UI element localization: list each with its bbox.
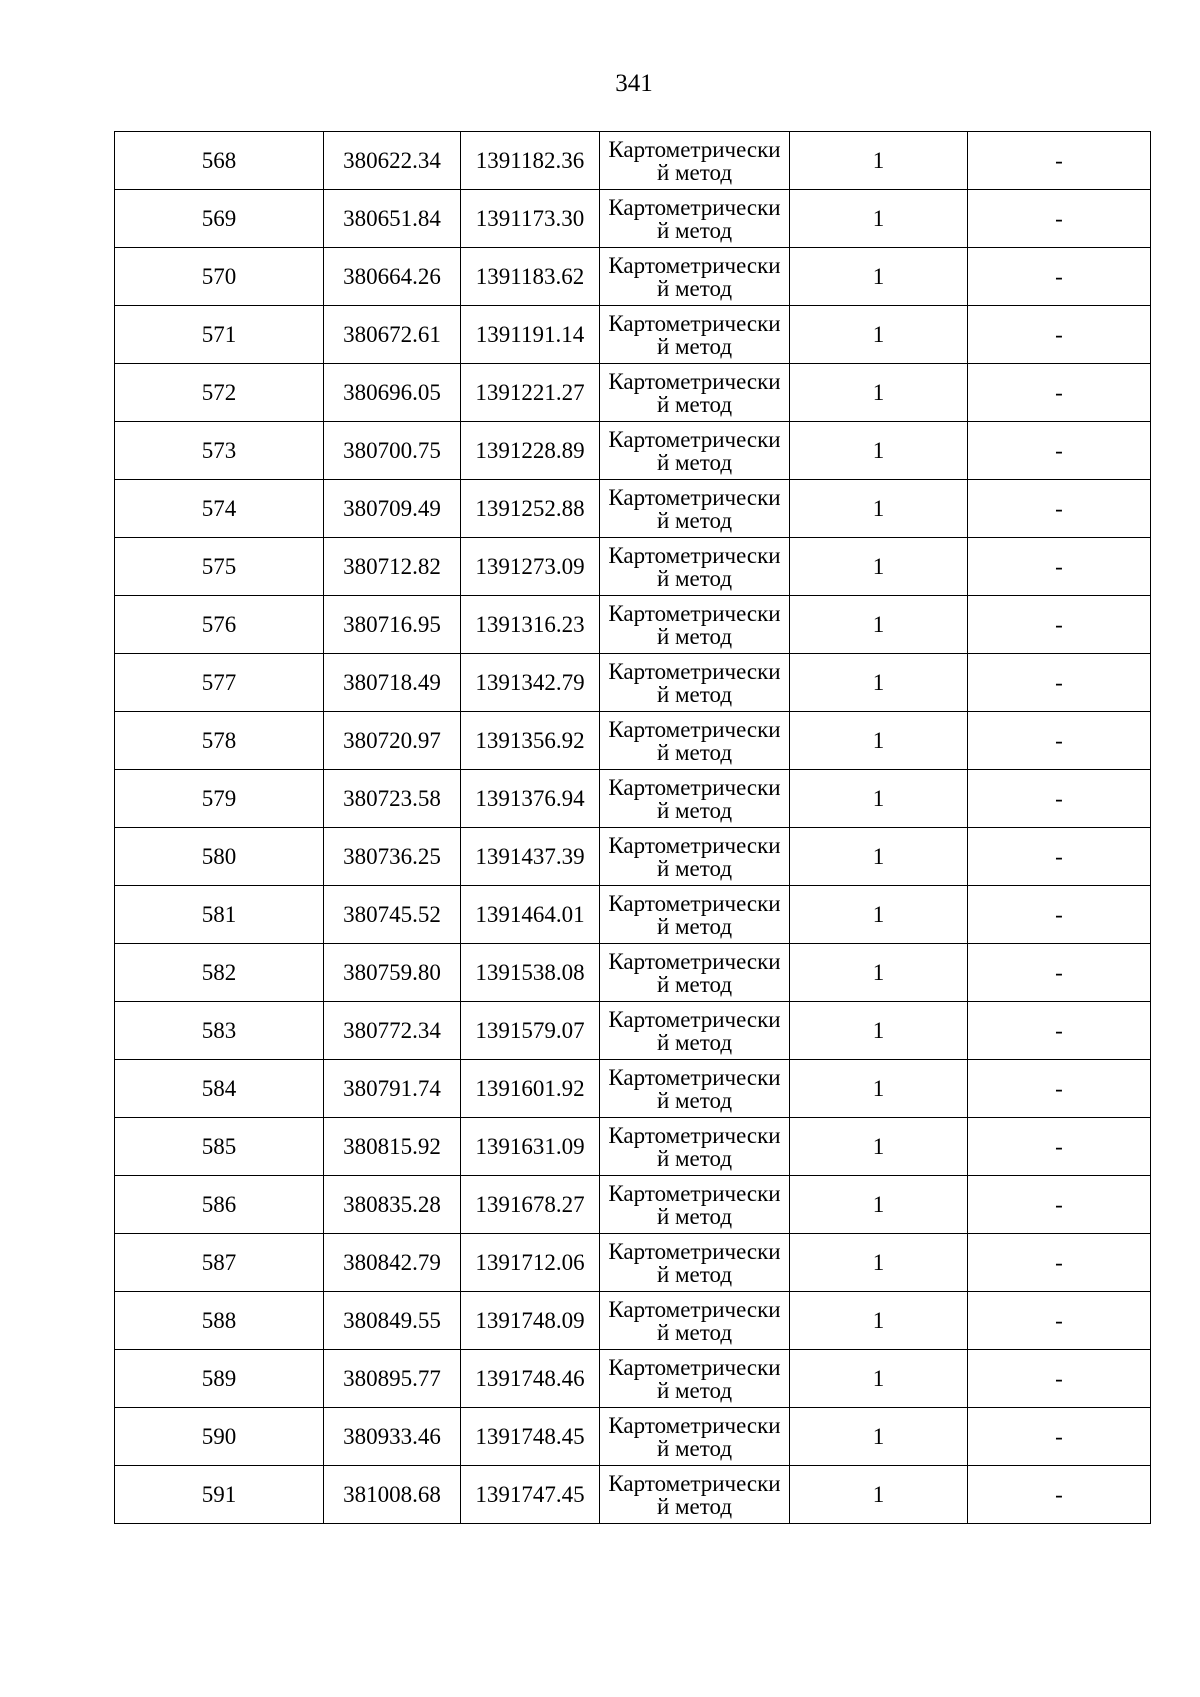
y-coordinate-cell: 1391748.46 bbox=[461, 1350, 600, 1408]
x-coordinate-cell: 380723.58 bbox=[324, 770, 461, 828]
point-number-cell: 578 bbox=[115, 712, 324, 770]
y-coordinate-cell: 1391579.07 bbox=[461, 1002, 600, 1060]
x-coordinate-cell: 380672.61 bbox=[324, 306, 461, 364]
accuracy-cell: 1 bbox=[790, 1002, 968, 1060]
y-coordinate-cell: 1391678.27 bbox=[461, 1176, 600, 1234]
point-number-cell: 586 bbox=[115, 1176, 324, 1234]
x-coordinate-cell: 380712.82 bbox=[324, 538, 461, 596]
y-coordinate-cell: 1391748.09 bbox=[461, 1292, 600, 1350]
method-text-line-1: Картометрически bbox=[608, 1354, 781, 1380]
table-row bbox=[115, 306, 1151, 364]
method-cell bbox=[600, 828, 790, 886]
x-coordinate-cell: 380745.52 bbox=[324, 886, 461, 944]
method-text-line-1: Картометрически bbox=[608, 1180, 781, 1206]
method-text-line-2: й метод bbox=[656, 681, 733, 707]
table-row bbox=[115, 364, 1151, 422]
method-text-line-2: й метод bbox=[656, 275, 733, 301]
y-coordinate-cell: 1391712.06 bbox=[461, 1234, 600, 1292]
x-coordinate-cell: 380815.92 bbox=[324, 1118, 461, 1176]
accuracy-cell: 1 bbox=[790, 306, 968, 364]
method-text-line-1: Картометрически bbox=[608, 1238, 781, 1264]
method-cell bbox=[600, 1176, 790, 1234]
accuracy-cell: 1 bbox=[790, 596, 968, 654]
table-row bbox=[115, 1350, 1151, 1408]
point-number-cell: 573 bbox=[115, 422, 324, 480]
method-text-line-1: Картометрически bbox=[608, 948, 781, 974]
accuracy-cell: 1 bbox=[790, 248, 968, 306]
note-cell: - bbox=[968, 1060, 1151, 1118]
note-cell: - bbox=[968, 248, 1151, 306]
note-cell: - bbox=[968, 654, 1151, 712]
y-coordinate-cell: 1391228.89 bbox=[461, 422, 600, 480]
method-text-line-2: й метод bbox=[656, 333, 733, 359]
x-coordinate-cell: 380696.05 bbox=[324, 364, 461, 422]
method-text-line-1: Картометрически bbox=[608, 252, 781, 278]
table-row bbox=[115, 190, 1151, 248]
x-coordinate-cell: 380759.80 bbox=[324, 944, 461, 1002]
method-cell bbox=[600, 480, 790, 538]
method-text-line-1: Картометрически bbox=[608, 1470, 781, 1496]
table-row bbox=[115, 596, 1151, 654]
method-text-line-2: й метод bbox=[656, 217, 733, 243]
note-cell: - bbox=[968, 422, 1151, 480]
note-cell: - bbox=[968, 132, 1151, 190]
method-cell bbox=[600, 306, 790, 364]
y-coordinate-cell: 1391183.62 bbox=[461, 248, 600, 306]
accuracy-cell: 1 bbox=[790, 190, 968, 248]
point-number-cell: 572 bbox=[115, 364, 324, 422]
method-text-line-1: Картометрически bbox=[608, 1006, 781, 1032]
y-coordinate-cell: 1391464.01 bbox=[461, 886, 600, 944]
method-text-line-2: й метод bbox=[656, 449, 733, 475]
method-text-line-1: Картометрически bbox=[608, 310, 781, 336]
table-row bbox=[115, 1060, 1151, 1118]
y-coordinate-cell: 1391601.92 bbox=[461, 1060, 600, 1118]
note-cell: - bbox=[968, 712, 1151, 770]
x-coordinate-cell: 380700.75 bbox=[324, 422, 461, 480]
x-coordinate-cell: 380716.95 bbox=[324, 596, 461, 654]
point-number-cell: 580 bbox=[115, 828, 324, 886]
x-coordinate-cell: 380895.77 bbox=[324, 1350, 461, 1408]
x-coordinate-cell: 380849.55 bbox=[324, 1292, 461, 1350]
point-number-cell: 569 bbox=[115, 190, 324, 248]
table-row bbox=[115, 654, 1151, 712]
y-coordinate-cell: 1391252.88 bbox=[461, 480, 600, 538]
point-number-cell: 568 bbox=[115, 132, 324, 190]
method-text-line-1: Картометрически bbox=[608, 1412, 781, 1438]
table-row bbox=[115, 538, 1151, 596]
note-cell: - bbox=[968, 480, 1151, 538]
x-coordinate-cell: 380933.46 bbox=[324, 1408, 461, 1466]
accuracy-cell: 1 bbox=[790, 770, 968, 828]
table-row bbox=[115, 1408, 1151, 1466]
table-row bbox=[115, 886, 1151, 944]
accuracy-cell: 1 bbox=[790, 132, 968, 190]
note-cell: - bbox=[968, 1408, 1151, 1466]
method-text-line-1: Картометрически bbox=[608, 1064, 781, 1090]
method-text-line-1: Картометрически bbox=[608, 194, 781, 220]
y-coordinate-cell: 1391437.39 bbox=[461, 828, 600, 886]
accuracy-cell: 1 bbox=[790, 1060, 968, 1118]
point-number-cell: 587 bbox=[115, 1234, 324, 1292]
method-cell bbox=[600, 1002, 790, 1060]
method-text-line-2: й метод bbox=[656, 971, 733, 997]
method-cell bbox=[600, 1118, 790, 1176]
accuracy-cell: 1 bbox=[790, 654, 968, 712]
method-text-line-1: Картометрически bbox=[608, 890, 781, 916]
x-coordinate-cell: 380791.74 bbox=[324, 1060, 461, 1118]
note-cell: - bbox=[968, 1234, 1151, 1292]
accuracy-cell: 1 bbox=[790, 364, 968, 422]
y-coordinate-cell: 1391748.45 bbox=[461, 1408, 600, 1466]
y-coordinate-cell: 1391182.36 bbox=[461, 132, 600, 190]
accuracy-cell: 1 bbox=[790, 1408, 968, 1466]
point-number-cell: 589 bbox=[115, 1350, 324, 1408]
x-coordinate-cell: 380720.97 bbox=[324, 712, 461, 770]
point-number-cell: 582 bbox=[115, 944, 324, 1002]
method-cell bbox=[600, 364, 790, 422]
method-cell bbox=[600, 1234, 790, 1292]
method-text-line-2: й метод bbox=[656, 1203, 733, 1229]
accuracy-cell: 1 bbox=[790, 1234, 968, 1292]
point-number-cell: 588 bbox=[115, 1292, 324, 1350]
accuracy-cell: 1 bbox=[790, 712, 968, 770]
method-text-line-2: й метод bbox=[656, 1087, 733, 1113]
y-coordinate-cell: 1391316.23 bbox=[461, 596, 600, 654]
method-text-line-2: й метод bbox=[656, 739, 733, 765]
note-cell: - bbox=[968, 190, 1151, 248]
note-cell: - bbox=[968, 364, 1151, 422]
x-coordinate-cell: 380709.49 bbox=[324, 480, 461, 538]
method-text-line-1: Картометрически bbox=[608, 368, 781, 394]
table-row bbox=[115, 1466, 1151, 1524]
method-cell bbox=[600, 886, 790, 944]
point-number-cell: 584 bbox=[115, 1060, 324, 1118]
method-text-line-1: Картометрически bbox=[608, 136, 781, 162]
accuracy-cell: 1 bbox=[790, 828, 968, 886]
table-row bbox=[115, 480, 1151, 538]
note-cell: - bbox=[968, 596, 1151, 654]
method-cell bbox=[600, 1466, 790, 1524]
method-text-line-1: Картометрически bbox=[608, 1122, 781, 1148]
table-row bbox=[115, 132, 1151, 190]
x-coordinate-cell: 380651.84 bbox=[324, 190, 461, 248]
note-cell: - bbox=[968, 1002, 1151, 1060]
point-number-cell: 575 bbox=[115, 538, 324, 596]
point-number-cell: 590 bbox=[115, 1408, 324, 1466]
note-cell: - bbox=[968, 770, 1151, 828]
method-cell bbox=[600, 944, 790, 1002]
method-text-line-2: й метод bbox=[656, 797, 733, 823]
method-cell bbox=[600, 596, 790, 654]
method-cell bbox=[600, 1350, 790, 1408]
method-text-line-2: й метод bbox=[656, 1261, 733, 1287]
y-coordinate-cell: 1391376.94 bbox=[461, 770, 600, 828]
accuracy-cell: 1 bbox=[790, 1466, 968, 1524]
table-row bbox=[115, 1292, 1151, 1350]
method-text-line-2: й метод bbox=[656, 391, 733, 417]
method-cell bbox=[600, 190, 790, 248]
table-row bbox=[115, 1002, 1151, 1060]
point-number-cell: 577 bbox=[115, 654, 324, 712]
accuracy-cell: 1 bbox=[790, 422, 968, 480]
coordinates-table-body bbox=[115, 132, 1151, 1524]
note-cell: - bbox=[968, 306, 1151, 364]
point-number-cell: 574 bbox=[115, 480, 324, 538]
y-coordinate-cell: 1391221.27 bbox=[461, 364, 600, 422]
note-cell: - bbox=[968, 538, 1151, 596]
method-text-line-2: й метод bbox=[656, 1435, 733, 1461]
method-text-line-1: Картометрически bbox=[608, 716, 781, 742]
x-coordinate-cell: 380622.34 bbox=[324, 132, 461, 190]
method-text-line-1: Картометрически bbox=[608, 1296, 781, 1322]
page-number: 341 bbox=[615, 70, 653, 97]
point-number-cell: 591 bbox=[115, 1466, 324, 1524]
accuracy-cell: 1 bbox=[790, 480, 968, 538]
method-text-line-2: й метод bbox=[656, 1493, 733, 1519]
accuracy-cell: 1 bbox=[790, 944, 968, 1002]
method-text-line-2: й метод bbox=[656, 1029, 733, 1055]
x-coordinate-cell: 381008.68 bbox=[324, 1466, 461, 1524]
x-coordinate-cell: 380842.79 bbox=[324, 1234, 461, 1292]
table-row bbox=[115, 828, 1151, 886]
method-text-line-1: Картометрически bbox=[608, 600, 781, 626]
table-row bbox=[115, 712, 1151, 770]
method-cell bbox=[600, 712, 790, 770]
note-cell: - bbox=[968, 1176, 1151, 1234]
method-cell bbox=[600, 132, 790, 190]
x-coordinate-cell: 380718.49 bbox=[324, 654, 461, 712]
table-row bbox=[115, 1176, 1151, 1234]
point-number-cell: 570 bbox=[115, 248, 324, 306]
y-coordinate-cell: 1391173.30 bbox=[461, 190, 600, 248]
method-text-line-1: Картометрически bbox=[608, 832, 781, 858]
accuracy-cell: 1 bbox=[790, 1118, 968, 1176]
note-cell: - bbox=[968, 1466, 1151, 1524]
coordinates-table bbox=[114, 131, 1151, 1524]
method-text-line-2: й метод bbox=[656, 1145, 733, 1171]
table-row bbox=[115, 1234, 1151, 1292]
point-number-cell: 581 bbox=[115, 886, 324, 944]
accuracy-cell: 1 bbox=[790, 886, 968, 944]
x-coordinate-cell: 380736.25 bbox=[324, 828, 461, 886]
method-text-line-2: й метод bbox=[656, 507, 733, 533]
method-cell bbox=[600, 1408, 790, 1466]
point-number-cell: 585 bbox=[115, 1118, 324, 1176]
table-row bbox=[115, 770, 1151, 828]
accuracy-cell: 1 bbox=[790, 538, 968, 596]
method-text-line-2: й метод bbox=[656, 159, 733, 185]
method-cell bbox=[600, 770, 790, 828]
point-number-cell: 571 bbox=[115, 306, 324, 364]
table-row bbox=[115, 1118, 1151, 1176]
method-text-line-1: Картометрически bbox=[608, 774, 781, 800]
accuracy-cell: 1 bbox=[790, 1292, 968, 1350]
method-text-line-2: й метод bbox=[656, 565, 733, 591]
y-coordinate-cell: 1391273.09 bbox=[461, 538, 600, 596]
y-coordinate-cell: 1391342.79 bbox=[461, 654, 600, 712]
method-cell bbox=[600, 422, 790, 480]
y-coordinate-cell: 1391356.92 bbox=[461, 712, 600, 770]
method-cell bbox=[600, 654, 790, 712]
method-text-line-2: й метод bbox=[656, 855, 733, 881]
x-coordinate-cell: 380772.34 bbox=[324, 1002, 461, 1060]
table-row bbox=[115, 422, 1151, 480]
method-text-line-1: Картометрически bbox=[608, 542, 781, 568]
note-cell: - bbox=[968, 1292, 1151, 1350]
y-coordinate-cell: 1391747.45 bbox=[461, 1466, 600, 1524]
note-cell: - bbox=[968, 1118, 1151, 1176]
method-text-line-2: й метод bbox=[656, 1319, 733, 1345]
accuracy-cell: 1 bbox=[790, 1350, 968, 1408]
method-cell bbox=[600, 248, 790, 306]
note-cell: - bbox=[968, 944, 1151, 1002]
y-coordinate-cell: 1391631.09 bbox=[461, 1118, 600, 1176]
table-row bbox=[115, 944, 1151, 1002]
y-coordinate-cell: 1391191.14 bbox=[461, 306, 600, 364]
method-text-line-2: й метод bbox=[656, 1377, 733, 1403]
method-cell bbox=[600, 1292, 790, 1350]
y-coordinate-cell: 1391538.08 bbox=[461, 944, 600, 1002]
x-coordinate-cell: 380664.26 bbox=[324, 248, 461, 306]
method-cell bbox=[600, 538, 790, 596]
point-number-cell: 576 bbox=[115, 596, 324, 654]
method-text-line-1: Картометрически bbox=[608, 426, 781, 452]
note-cell: - bbox=[968, 828, 1151, 886]
method-cell bbox=[600, 1060, 790, 1118]
accuracy-cell: 1 bbox=[790, 1176, 968, 1234]
method-text-line-2: й метод bbox=[656, 623, 733, 649]
note-cell: - bbox=[968, 1350, 1151, 1408]
point-number-cell: 583 bbox=[115, 1002, 324, 1060]
x-coordinate-cell: 380835.28 bbox=[324, 1176, 461, 1234]
point-number-cell: 579 bbox=[115, 770, 324, 828]
method-text-line-1: Картометрически bbox=[608, 484, 781, 510]
method-text-line-1: Картометрически bbox=[608, 658, 781, 684]
method-text-line-2: й метод bbox=[656, 913, 733, 939]
note-cell: - bbox=[968, 886, 1151, 944]
table-row bbox=[115, 248, 1151, 306]
